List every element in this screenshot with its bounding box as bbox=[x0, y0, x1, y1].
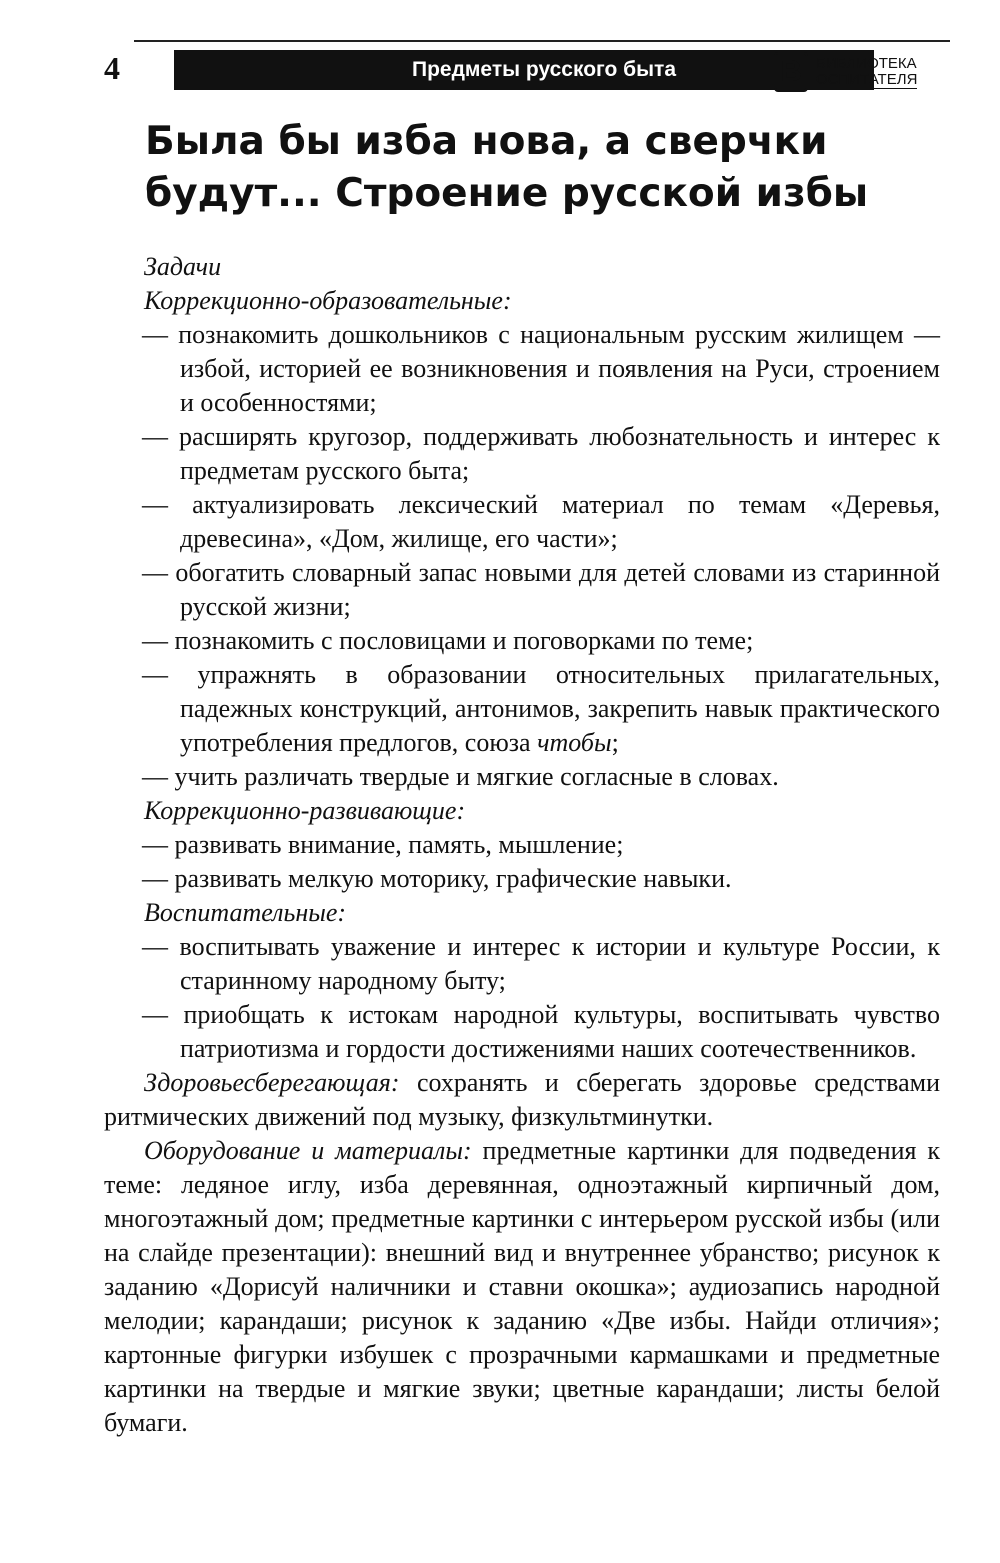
list-item: — актуализировать лексический материал по темам «Деревья, древесина», «Дом, жилище, его части»; bbox=[142, 490, 940, 553]
italic-word: чтобы bbox=[537, 728, 612, 757]
title-line-2: будут... Строение русской избы bbox=[145, 171, 869, 216]
list-item: — приобщать к истокам народной культуры, воспитывать чувство патриотизма и гордости достижениями наших соотечественников. bbox=[142, 1000, 940, 1063]
title-line-1: Была бы изба нова, а сверчки bbox=[145, 119, 828, 164]
document-body bbox=[104, 250, 940, 1440]
list-item: — воспитывать уважение и интерес к истории и культуре России, к старинному народному быту; bbox=[142, 932, 940, 995]
list-item bbox=[104, 658, 940, 760]
page-title bbox=[145, 116, 945, 220]
list-item-tail: ; bbox=[611, 728, 619, 757]
tasks-heading: Задачи bbox=[144, 252, 222, 281]
list-item: — расширять кругозор, поддерживать любознательность и интерес к предметам русского быта; bbox=[142, 422, 940, 485]
health-label: Здоровьесберегающая: bbox=[144, 1068, 400, 1097]
list-item: — познакомить дошкольников с национальным русским жилищем — избой, историей ее возникновения и появления на Руси, строением и особенностями; bbox=[142, 320, 940, 417]
logo-letter: В bbox=[774, 52, 808, 92]
list-item: — познакомить с пословицами и поговорками по теме; bbox=[142, 626, 754, 655]
section-title-bar bbox=[174, 50, 874, 90]
equipment-label: Оборудование и материалы: bbox=[144, 1136, 472, 1165]
equipment-text: предметные картинки для подведения к теме: ледяное иглу, изба деревянная, одноэтажный кирпичный дом, многоэтажный дом; предметные картинки с интерьером русской избы (или на слайде презентации): внешний вид и внутреннее убранство; рисунок к заданию «Дорисуй наличники и ставни окошка»; аудиозапись народной мелодии; карандаши; рисунок к заданию «Две избы. Найди отличия»; картонные фигурки избушек с прозрачными кармашками и предметные картинки на твердые и мягкие звуки; цветные карандаши; листы белой бумаги. bbox=[104, 1136, 941, 1437]
group-label: Коррекционно-образовательные: bbox=[144, 286, 512, 315]
header-rule bbox=[134, 40, 950, 42]
group-label: Коррекционно-развивающие: bbox=[144, 796, 466, 825]
list-item: — учить различать твердые и мягкие согласные в словах. bbox=[142, 762, 779, 791]
series-logo bbox=[774, 48, 950, 96]
logo-text bbox=[816, 56, 917, 89]
logo-line-1: БИБЛИОТЕКА bbox=[816, 54, 917, 72]
list-item: — развивать мелкую моторику, графические навыки. bbox=[142, 864, 732, 893]
health-paragraph bbox=[104, 1066, 940, 1134]
page-header bbox=[104, 40, 950, 100]
group-label: Воспитательные: bbox=[144, 898, 347, 927]
logo-line-2: ОСПИТАТЕЛЯ bbox=[816, 70, 918, 88]
list-item-text: — упражнять в образовании относительных прилагательных, падежных конструкций, антонимов, закрепить навык практического употребления предлогов, союза bbox=[142, 660, 940, 757]
section-title: Предметы русского быта bbox=[411, 58, 677, 81]
list-item: — обогатить словарный запас новыми для детей словами из старинной русской жизни; bbox=[142, 558, 940, 621]
list-item: — развивать внимание, память, мышление; bbox=[142, 830, 624, 859]
equipment-paragraph bbox=[104, 1134, 940, 1440]
page-number: 4 bbox=[104, 50, 120, 86]
health-text: сохранять и сберегать здоровье средствами ритмических движений под музыку, физкультминутки. bbox=[104, 1068, 940, 1131]
